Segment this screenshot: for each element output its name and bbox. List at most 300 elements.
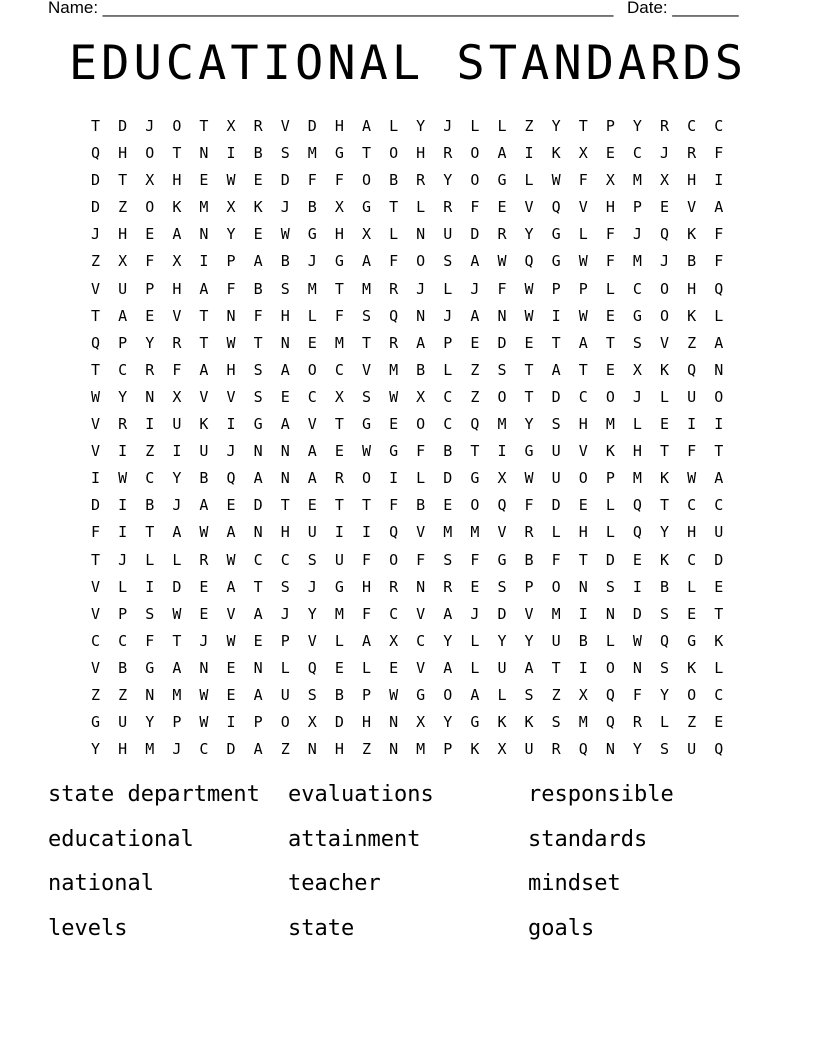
grid-letter[interactable]: O	[497, 387, 507, 406]
grid-letter[interactable]: D	[497, 604, 507, 623]
grid-letter[interactable]: S	[524, 685, 534, 704]
grid-letter[interactable]: E	[199, 604, 209, 623]
grid-letter[interactable]: L	[605, 523, 615, 542]
grid-letter[interactable]: L	[497, 117, 507, 135]
grid-letter[interactable]: M	[307, 279, 317, 298]
grid-letter[interactable]: E	[145, 225, 155, 244]
grid-letter[interactable]: O	[470, 171, 480, 190]
grid-letter[interactable]: O	[172, 117, 182, 135]
grid-letter[interactable]: Q	[605, 685, 615, 704]
grid-letter[interactable]: Q	[307, 658, 317, 677]
grid-letter[interactable]: Y	[443, 171, 453, 190]
grid-letter[interactable]: N	[199, 658, 209, 677]
grid-letter[interactable]: U	[199, 442, 209, 461]
grid-letter[interactable]: Z	[470, 387, 480, 406]
grid-letter[interactable]: N	[389, 713, 399, 732]
grid-letter[interactable]: T	[91, 306, 101, 325]
grid-letter[interactable]: T	[280, 496, 290, 515]
grid-letter[interactable]: L	[578, 225, 588, 244]
grid-letter[interactable]: M	[632, 469, 642, 488]
grid-letter[interactable]: C	[280, 550, 290, 569]
grid-letter[interactable]: R	[389, 279, 399, 298]
grid-letter[interactable]: T	[660, 496, 670, 515]
grid-letter[interactable]: U	[714, 523, 724, 542]
grid-letter[interactable]: E	[660, 198, 670, 217]
grid-letter[interactable]: M	[470, 523, 480, 542]
grid-letter[interactable]: L	[118, 577, 128, 596]
grid-letter[interactable]: A	[416, 333, 426, 352]
grid-letter[interactable]: V	[91, 415, 101, 434]
grid-letter[interactable]: F	[253, 306, 263, 325]
grid-letter[interactable]: D	[280, 171, 290, 190]
grid-letter[interactable]: P	[118, 604, 128, 623]
grid-letter[interactable]: C	[443, 387, 453, 406]
grid-letter[interactable]: S	[605, 577, 615, 596]
grid-letter[interactable]: L	[497, 685, 507, 704]
grid-letter[interactable]: E	[660, 415, 670, 434]
grid-letter[interactable]: T	[470, 442, 480, 461]
grid-letter[interactable]: U	[172, 415, 182, 434]
grid-letter[interactable]: W	[361, 442, 371, 461]
grid-letter[interactable]: P	[253, 713, 263, 732]
grid-letter[interactable]: W	[389, 685, 399, 704]
grid-letter[interactable]: A	[307, 442, 317, 461]
grid-letter[interactable]: K	[551, 144, 561, 163]
grid-letter[interactable]: A	[470, 306, 480, 325]
grid-letter[interactable]: R	[497, 225, 507, 244]
grid-letter[interactable]: J	[660, 144, 670, 163]
grid-letter[interactable]: L	[334, 631, 344, 650]
grid-letter[interactable]: G	[551, 252, 561, 271]
grid-letter[interactable]: O	[551, 577, 561, 596]
grid-letter[interactable]: S	[632, 333, 642, 352]
grid-letter[interactable]: I	[226, 415, 236, 434]
grid-letter[interactable]: Y	[307, 604, 317, 623]
grid-letter[interactable]: N	[199, 144, 209, 163]
grid-letter[interactable]: O	[660, 279, 670, 298]
grid-letter[interactable]: L	[307, 306, 317, 325]
grid-letter[interactable]: N	[145, 387, 155, 406]
grid-letter[interactable]: O	[361, 171, 371, 190]
grid-letter[interactable]: J	[443, 117, 453, 135]
grid-letter[interactable]: D	[226, 740, 236, 759]
grid-letter[interactable]: H	[605, 198, 615, 217]
grid-letter[interactable]: E	[632, 550, 642, 569]
grid-letter[interactable]: O	[443, 685, 453, 704]
grid-letter[interactable]: K	[660, 550, 670, 569]
grid-letter[interactable]: E	[470, 577, 480, 596]
grid-letter[interactable]: C	[632, 279, 642, 298]
grid-letter[interactable]: O	[416, 252, 426, 271]
grid-letter[interactable]: T	[334, 279, 344, 298]
grid-letter[interactable]: A	[253, 252, 263, 271]
grid-letter[interactable]: J	[145, 117, 155, 135]
grid-letter[interactable]: H	[226, 360, 236, 379]
grid-letter[interactable]: L	[389, 117, 399, 135]
grid-letter[interactable]: A	[199, 360, 209, 379]
grid-letter[interactable]: R	[199, 550, 209, 569]
grid-letter[interactable]: K	[172, 198, 182, 217]
grid-letter[interactable]: G	[470, 713, 480, 732]
grid-letter[interactable]: L	[145, 550, 155, 569]
grid-letter[interactable]: D	[443, 469, 453, 488]
grid-letter[interactable]: Y	[660, 685, 670, 704]
grid-letter[interactable]: H	[578, 523, 588, 542]
grid-letter[interactable]: O	[389, 550, 399, 569]
grid-letter[interactable]: M	[578, 713, 588, 732]
grid-letter[interactable]: P	[145, 279, 155, 298]
grid-letter[interactable]: A	[172, 658, 182, 677]
grid-letter[interactable]: H	[361, 713, 371, 732]
grid-letter[interactable]: E	[334, 442, 344, 461]
grid-letter[interactable]: A	[172, 225, 182, 244]
grid-letter[interactable]: O	[470, 496, 480, 515]
grid-letter[interactable]: U	[524, 740, 534, 759]
grid-letter[interactable]: T	[714, 442, 724, 461]
grid-letter[interactable]: E	[470, 333, 480, 352]
grid-letter[interactable]: T	[578, 117, 588, 135]
grid-letter[interactable]: C	[443, 415, 453, 434]
grid-letter[interactable]: R	[443, 198, 453, 217]
grid-letter[interactable]: N	[389, 740, 399, 759]
grid-letter[interactable]: K	[660, 360, 670, 379]
grid-letter[interactable]: G	[91, 713, 101, 732]
grid-letter[interactable]: H	[118, 740, 128, 759]
grid-letter[interactable]: Y	[660, 523, 670, 542]
grid-letter[interactable]: H	[172, 279, 182, 298]
grid-letter[interactable]: N	[497, 306, 507, 325]
grid-letter[interactable]: A	[199, 496, 209, 515]
grid-letter[interactable]: I	[199, 252, 209, 271]
grid-letter[interactable]: I	[361, 523, 371, 542]
grid-letter[interactable]: R	[443, 577, 453, 596]
grid-letter[interactable]: U	[280, 685, 290, 704]
grid-letter[interactable]: L	[714, 658, 724, 677]
grid-letter[interactable]: I	[91, 469, 101, 488]
grid-letter[interactable]: A	[551, 360, 561, 379]
grid-letter[interactable]: F	[307, 171, 317, 190]
grid-letter[interactable]: Y	[632, 740, 642, 759]
grid-letter[interactable]: Z	[280, 740, 290, 759]
grid-letter[interactable]: D	[605, 550, 615, 569]
grid-letter[interactable]: A	[226, 577, 236, 596]
grid-letter[interactable]: H	[687, 171, 697, 190]
grid-letter[interactable]: J	[172, 496, 182, 515]
grid-letter[interactable]: M	[199, 198, 209, 217]
grid-letter[interactable]: B	[416, 496, 426, 515]
grid-letter[interactable]: C	[714, 685, 724, 704]
grid-letter[interactable]: B	[578, 631, 588, 650]
grid-letter[interactable]: C	[578, 387, 588, 406]
grid-letter[interactable]: C	[389, 604, 399, 623]
grid-letter[interactable]: F	[361, 604, 371, 623]
grid-letter[interactable]: A	[443, 658, 453, 677]
grid-letter[interactable]: E	[307, 496, 317, 515]
grid-letter[interactable]: S	[551, 713, 561, 732]
grid-letter[interactable]: A	[361, 252, 371, 271]
grid-letter[interactable]: P	[280, 631, 290, 650]
grid-letter[interactable]: J	[443, 306, 453, 325]
grid-letter[interactable]: O	[660, 306, 670, 325]
grid-letter[interactable]: W	[524, 279, 534, 298]
grid-letter[interactable]: E	[605, 306, 615, 325]
grid-letter[interactable]: Y	[91, 740, 101, 759]
grid-letter[interactable]: U	[118, 713, 128, 732]
grid-letter[interactable]: Z	[687, 333, 697, 352]
grid-letter[interactable]: T	[253, 333, 263, 352]
grid-letter[interactable]: B	[280, 252, 290, 271]
grid-letter[interactable]: S	[280, 144, 290, 163]
grid-letter[interactable]: X	[118, 252, 128, 271]
grid-letter[interactable]: V	[91, 658, 101, 677]
grid-letter[interactable]: D	[307, 117, 317, 135]
grid-letter[interactable]: V	[91, 604, 101, 623]
grid-letter[interactable]: Q	[605, 713, 615, 732]
grid-letter[interactable]: L	[443, 279, 453, 298]
grid-letter[interactable]: I	[524, 144, 534, 163]
grid-letter[interactable]: V	[226, 387, 236, 406]
grid-letter[interactable]: U	[443, 225, 453, 244]
grid-letter[interactable]: I	[334, 523, 344, 542]
grid-letter[interactable]: F	[714, 144, 724, 163]
grid-letter[interactable]: N	[280, 469, 290, 488]
grid-letter[interactable]: K	[687, 306, 697, 325]
grid-letter[interactable]: I	[389, 469, 399, 488]
grid-letter[interactable]: V	[226, 604, 236, 623]
grid-letter[interactable]: R	[443, 144, 453, 163]
grid-letter[interactable]: J	[226, 442, 236, 461]
grid-letter[interactable]: D	[91, 198, 101, 217]
grid-letter[interactable]: J	[118, 550, 128, 569]
grid-letter[interactable]: B	[253, 144, 263, 163]
grid-letter[interactable]: X	[497, 740, 507, 759]
grid-letter[interactable]: N	[145, 685, 155, 704]
grid-letter[interactable]: Q	[91, 144, 101, 163]
grid-letter[interactable]: S	[443, 252, 453, 271]
grid-letter[interactable]: F	[91, 523, 101, 542]
grid-letter[interactable]: R	[687, 144, 697, 163]
grid-letter[interactable]: W	[497, 252, 507, 271]
grid-letter[interactable]: A	[226, 523, 236, 542]
grid-letter[interactable]: T	[660, 442, 670, 461]
grid-letter[interactable]: V	[416, 658, 426, 677]
grid-letter[interactable]: H	[416, 144, 426, 163]
grid-letter[interactable]: A	[253, 604, 263, 623]
grid-letter[interactable]: H	[578, 415, 588, 434]
grid-letter[interactable]: P	[551, 279, 561, 298]
grid-letter[interactable]: I	[226, 713, 236, 732]
grid-letter[interactable]: N	[605, 604, 615, 623]
grid-letter[interactable]: L	[605, 496, 615, 515]
grid-letter[interactable]: N	[253, 658, 263, 677]
grid-letter[interactable]: C	[118, 360, 128, 379]
grid-letter[interactable]: W	[226, 333, 236, 352]
grid-letter[interactable]: C	[334, 360, 344, 379]
grid-letter[interactable]: O	[145, 198, 155, 217]
grid-letter[interactable]: J	[632, 225, 642, 244]
grid-letter[interactable]: X	[416, 713, 426, 732]
grid-letter[interactable]: K	[470, 740, 480, 759]
grid-letter[interactable]: C	[687, 550, 697, 569]
grid-letter[interactable]: T	[253, 577, 263, 596]
grid-letter[interactable]: J	[172, 740, 182, 759]
grid-letter[interactable]: X	[578, 685, 588, 704]
grid-letter[interactable]: U	[551, 469, 561, 488]
grid-letter[interactable]: N	[307, 740, 317, 759]
grid-letter[interactable]: P	[524, 577, 534, 596]
grid-letter[interactable]: C	[632, 144, 642, 163]
grid-letter[interactable]: F	[145, 631, 155, 650]
grid-letter[interactable]: E	[443, 496, 453, 515]
grid-letter[interactable]: C	[145, 469, 155, 488]
grid-letter[interactable]: X	[145, 171, 155, 190]
grid-letter[interactable]: W	[91, 387, 101, 406]
grid-letter[interactable]: D	[470, 225, 480, 244]
grid-letter[interactable]: Y	[118, 387, 128, 406]
grid-letter[interactable]: L	[551, 523, 561, 542]
grid-letter[interactable]: T	[334, 496, 344, 515]
grid-letter[interactable]: C	[687, 496, 697, 515]
grid-letter[interactable]: X	[307, 713, 317, 732]
grid-letter[interactable]: X	[578, 144, 588, 163]
grid-letter[interactable]: F	[578, 171, 588, 190]
grid-letter[interactable]: S	[660, 604, 670, 623]
grid-letter[interactable]: I	[714, 171, 724, 190]
grid-letter[interactable]: W	[226, 631, 236, 650]
grid-letter[interactable]: V	[307, 631, 317, 650]
grid-letter[interactable]: T	[361, 144, 371, 163]
grid-letter[interactable]: A	[118, 306, 128, 325]
grid-letter[interactable]: X	[660, 171, 670, 190]
grid-letter[interactable]: T	[91, 550, 101, 569]
grid-letter[interactable]: O	[578, 469, 588, 488]
grid-letter[interactable]: S	[253, 360, 263, 379]
grid-letter[interactable]: N	[416, 577, 426, 596]
grid-letter[interactable]: A	[280, 415, 290, 434]
grid-letter[interactable]: T	[524, 360, 534, 379]
grid-letter[interactable]: H	[334, 117, 344, 135]
grid-letter[interactable]: I	[145, 415, 155, 434]
grid-letter[interactable]: F	[389, 496, 399, 515]
grid-letter[interactable]: M	[416, 740, 426, 759]
grid-letter[interactable]: T	[91, 360, 101, 379]
grid-letter[interactable]: N	[253, 442, 263, 461]
grid-letter[interactable]: C	[118, 631, 128, 650]
grid-letter[interactable]: H	[172, 171, 182, 190]
grid-letter[interactable]: M	[605, 415, 615, 434]
grid-letter[interactable]: B	[253, 279, 263, 298]
grid-letter[interactable]: M	[361, 279, 371, 298]
grid-letter[interactable]: A	[714, 198, 724, 217]
grid-letter[interactable]: G	[551, 225, 561, 244]
grid-letter[interactable]: Y	[524, 631, 534, 650]
grid-letter[interactable]: U	[118, 279, 128, 298]
grid-letter[interactable]: L	[443, 360, 453, 379]
grid-letter[interactable]: V	[199, 387, 209, 406]
grid-letter[interactable]: F	[361, 550, 371, 569]
grid-letter[interactable]: N	[416, 225, 426, 244]
grid-letter[interactable]: E	[497, 198, 507, 217]
grid-letter[interactable]: J	[280, 604, 290, 623]
grid-letter[interactable]: J	[280, 198, 290, 217]
grid-letter[interactable]: V	[280, 117, 290, 135]
grid-letter[interactable]: T	[361, 496, 371, 515]
grid-letter[interactable]: G	[253, 415, 263, 434]
grid-letter[interactable]: Z	[687, 713, 697, 732]
grid-letter[interactable]: M	[389, 360, 399, 379]
grid-letter[interactable]: M	[497, 415, 507, 434]
grid-letter[interactable]: F	[145, 252, 155, 271]
grid-letter[interactable]: Q	[660, 631, 670, 650]
grid-letter[interactable]: E	[226, 496, 236, 515]
grid-letter[interactable]: I	[632, 577, 642, 596]
grid-letter[interactable]: I	[172, 442, 182, 461]
grid-letter[interactable]: K	[497, 713, 507, 732]
grid-letter[interactable]: R	[172, 333, 182, 352]
grid-letter[interactable]: F	[497, 279, 507, 298]
grid-letter[interactable]: E	[714, 713, 724, 732]
grid-letter[interactable]: A	[714, 333, 724, 352]
grid-letter[interactable]: W	[687, 469, 697, 488]
grid-letter[interactable]: H	[361, 577, 371, 596]
grid-letter[interactable]: I	[118, 523, 128, 542]
grid-letter[interactable]: T	[578, 550, 588, 569]
grid-letter[interactable]: R	[145, 360, 155, 379]
grid-letter[interactable]: E	[253, 171, 263, 190]
grid-letter[interactable]: W	[524, 306, 534, 325]
grid-letter[interactable]: L	[280, 658, 290, 677]
grid-letter[interactable]: M	[172, 685, 182, 704]
grid-letter[interactable]: W	[578, 306, 588, 325]
grid-letter[interactable]: G	[361, 198, 371, 217]
grid-letter[interactable]: V	[578, 442, 588, 461]
grid-letter[interactable]: E	[199, 577, 209, 596]
grid-letter[interactable]: A	[497, 144, 507, 163]
grid-letter[interactable]: O	[470, 144, 480, 163]
grid-letter[interactable]: T	[145, 523, 155, 542]
grid-letter[interactable]: L	[714, 306, 724, 325]
grid-letter[interactable]: V	[91, 279, 101, 298]
grid-letter[interactable]: A	[578, 333, 588, 352]
grid-letter[interactable]: F	[334, 306, 344, 325]
grid-letter[interactable]: C	[91, 631, 101, 650]
grid-letter[interactable]: D	[497, 333, 507, 352]
grid-letter[interactable]: T	[551, 658, 561, 677]
grid-letter[interactable]: J	[660, 252, 670, 271]
grid-letter[interactable]: V	[91, 442, 101, 461]
grid-letter[interactable]: M	[632, 252, 642, 271]
grid-letter[interactable]: F	[687, 442, 697, 461]
grid-letter[interactable]: H	[280, 306, 290, 325]
grid-letter[interactable]: B	[524, 550, 534, 569]
grid-letter[interactable]: D	[632, 604, 642, 623]
grid-letter[interactable]: E	[145, 306, 155, 325]
grid-letter[interactable]: C	[687, 117, 697, 135]
grid-letter[interactable]: V	[524, 198, 534, 217]
grid-letter[interactable]: W	[389, 387, 399, 406]
grid-letter[interactable]: U	[307, 523, 317, 542]
grid-letter[interactable]: T	[578, 360, 588, 379]
grid-letter[interactable]: W	[199, 713, 209, 732]
grid-letter[interactable]: E	[605, 360, 615, 379]
grid-letter[interactable]: L	[470, 658, 480, 677]
grid-letter[interactable]: R	[416, 171, 426, 190]
grid-letter[interactable]: Q	[714, 279, 724, 298]
grid-letter[interactable]: G	[389, 442, 399, 461]
grid-letter[interactable]: F	[632, 685, 642, 704]
grid-letter[interactable]: K	[687, 225, 697, 244]
grid-letter[interactable]: S	[660, 658, 670, 677]
